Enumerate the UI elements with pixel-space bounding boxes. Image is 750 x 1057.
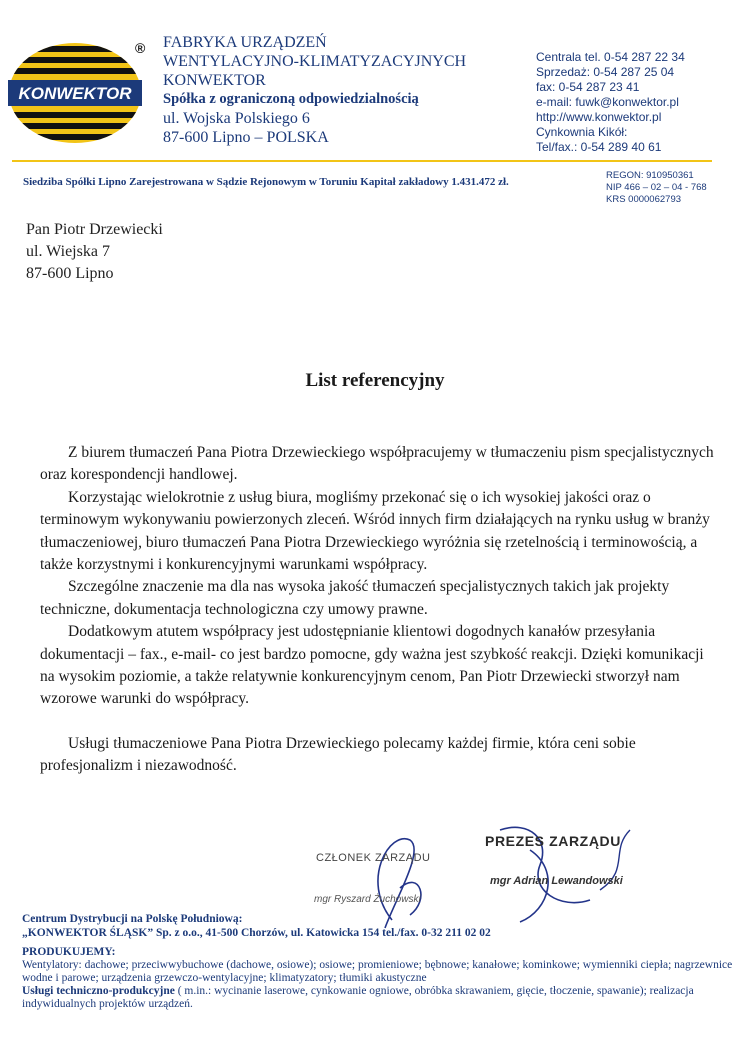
company-line: ul. Wojska Polskiego 6 (163, 110, 310, 127)
logo-wordmark: KONWEKTOR (18, 84, 132, 103)
konwektor-logo (6, 40, 144, 146)
registration-numbers (606, 170, 707, 206)
letter-body (40, 442, 720, 778)
addressee-block (26, 219, 163, 285)
paragraph: Korzystając wielokrotnie z usług biura, mogliśmy przekonać się o ich wysokiej jakości oraz o terminowym wykonywaniu powierzonych zleceń. Wśród innych firm działających na rynku usług w branży tłumaczeniowej, biuro tłumaczeń Pana Piotra Drzewieckiego wyróżnia się rzetelnością i terminowością, a także korzystnymi i konkurencyjnymi warunkami współpracy. (40, 488, 710, 574)
nip: NIP 466 – 02 – 04 - 768 (606, 182, 707, 193)
services-text: ( m.in.: wycinanie laserowe, cynkowanie ogniowe, obróbka skrawaniem, gięcie, tłoczenie, spawanie); realizacja indywidualnych projektów urządzeń. (22, 985, 694, 1010)
addressee-street: ul. Wiejska 7 (26, 243, 110, 260)
regon: REGON: 910950361 (606, 170, 694, 181)
distribution-center (22, 912, 491, 940)
contact-branch: Cynkownia Kikół: (536, 125, 628, 139)
products-list: Wentylatory: dachowe; przeciwwybuchowe (dachowe, osiowe); osiowe; promieniowe; bębnowe; kanałowe; kominkowe; wymienniki ciepła; nagrzewnice wodne i parowe; urządzenia grzewczo-wentylacyjne; klimatyzatory; tłumiki akustyczne (22, 959, 733, 984)
paragraph: Dodatkowym atutem współpracy jest udostępnianie klientowi dogodnych kanałów przesyłania dokumentacji – fax., e-mail- co jest bardzo pomocne, gdy ważna jest szybkość reakcji. Dzięki komunikacji na wysokim poziomie, a także relatywnie konkurencyjnym cenom, Pan Piotr Drzewiecki stworzył nam wzorowe warunki do współpracy. (40, 623, 704, 708)
contact-phone: Centrala tel. 0-54 287 22 34 (536, 50, 685, 64)
header-divider (12, 160, 712, 162)
krs: KRS 0000062793 (606, 194, 682, 205)
company-line: Spółka z ograniczoną odpowiedzialnością (163, 91, 419, 107)
company-line: FABRYKA URZĄDZEŃ (163, 34, 327, 51)
board-member-title: CZŁONEK ZARZĄDU (316, 852, 431, 864)
company-line: 87-600 Lipno – POLSKA (163, 129, 329, 146)
president-name: mgr Adrian Lewandowski (490, 875, 623, 887)
letter-title: List referencyjny (305, 370, 445, 391)
paragraph: Szczególne znaczenie ma dla nas wysoka jakość tłumaczeń specjalistycznych takich jak projekty techniczne, dokumentacja technologiczna czy umowy prawne. (40, 578, 670, 618)
company-line: WENTYLACYJNO-KLIMATYZACYJNYCH (163, 53, 467, 70)
paragraph: Usługi tłumaczeniowe Pana Piotra Drzewieckiego polecamy każdej firmie, która ceni sobie profesjonalizm i niezawodność. (40, 734, 636, 775)
contact-fax: fax: 0-54 287 23 41 (536, 80, 640, 94)
addressee-city: 87-600 Lipno (26, 265, 114, 282)
contact-website[interactable]: http://www.konwektor.pl (536, 110, 662, 124)
paragraph: Z biurem tłumaczeń Pana Piotra Drzewieckiego współpracujemy w tłumaczeniu pism specjalistycznych oraz korespondencji handlowej. (40, 444, 714, 484)
registered-mark: ® (135, 40, 146, 56)
products-section (22, 946, 738, 1011)
company-line: KONWEKTOR (163, 72, 266, 89)
services-line (22, 985, 738, 1011)
addressee-name: Pan Piotr Drzewiecki (26, 221, 163, 238)
contact-block (536, 50, 685, 155)
distribution-address: „KONWEKTOR ŚLĄSK” Sp. z o.o., 41-500 Chorzów, ul. Katowicka 154 tel./fax. 0-32 211 02 02 (22, 927, 491, 939)
president-title: PREZES ZARZĄDU (485, 833, 621, 849)
products-header: PRODUKUJEMY: (22, 946, 116, 958)
distribution-title: Centrum Dystrybucji na Polskę Południową: (22, 913, 243, 925)
board-member-name: mgr Ryszard Żuchowski (314, 894, 421, 905)
contact-email[interactable]: e-mail: fuwk@konwektor.pl (536, 95, 679, 109)
contact-sales: Sprzedaż: 0-54 287 25 04 (536, 65, 675, 79)
contact-branch-phone: Tel/fax.: 0-54 289 40 61 (536, 140, 662, 154)
services-header: Usługi techniczno-produkcyjne (22, 985, 175, 997)
company-block (163, 33, 466, 147)
registration-info: Siedziba Spółki Lipno Zarejestrowana w Sądzie Rejonowym w Toruniu Kapitał zakładowy 1.431.472 zł. (23, 176, 509, 188)
